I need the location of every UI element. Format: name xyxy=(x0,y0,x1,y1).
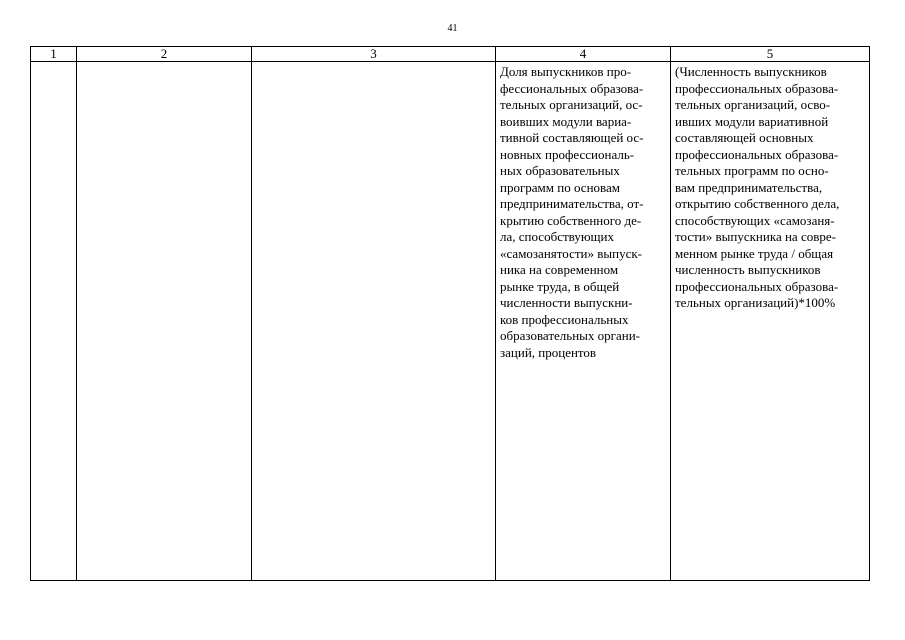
page-number: 41 xyxy=(447,23,458,34)
indicator-table xyxy=(30,46,870,581)
cell-col-1 xyxy=(31,62,77,581)
indicator-name-text: Доля выпускников про- фессиональных образова- тельных организаций, ос- воивших модули вариа- тивной составляющей ос- новных профессиональ- ных образовательных программ по основам предпринимательства, от- крытию собственного де- ла, способствующих «самозанятости» выпуск- ника на современном рынке труда, в общей численности выпускни- ков профессиональных образовательных органи- заций, процентов xyxy=(500,64,644,360)
header-cell-4: 4 xyxy=(496,47,671,62)
header-cell-3: 3 xyxy=(252,47,496,62)
table-header-row xyxy=(31,47,870,62)
calculation-formula-text: (Численность выпускников профессиональных образова- тельных организаций, осво- ивших модули вариативной составляющей основных профессиональных образова- тельных программ по осно- вам предпринимательства, открытию собственного дела, способствующих «самозаня- тости» выпускника на совре- менном рынке труда / общая численность выпускников профессиональных образова- тельных организаций)*100% xyxy=(675,64,840,310)
header-cell-2: 2 xyxy=(77,47,252,62)
cell-col-3 xyxy=(252,62,496,581)
calculation-formula-cell xyxy=(671,62,870,581)
cell-col-2 xyxy=(77,62,252,581)
header-cell-1: 1 xyxy=(31,47,77,62)
header-cell-5: 5 xyxy=(671,47,870,62)
indicator-name-cell xyxy=(496,62,671,581)
table-row xyxy=(31,62,870,581)
